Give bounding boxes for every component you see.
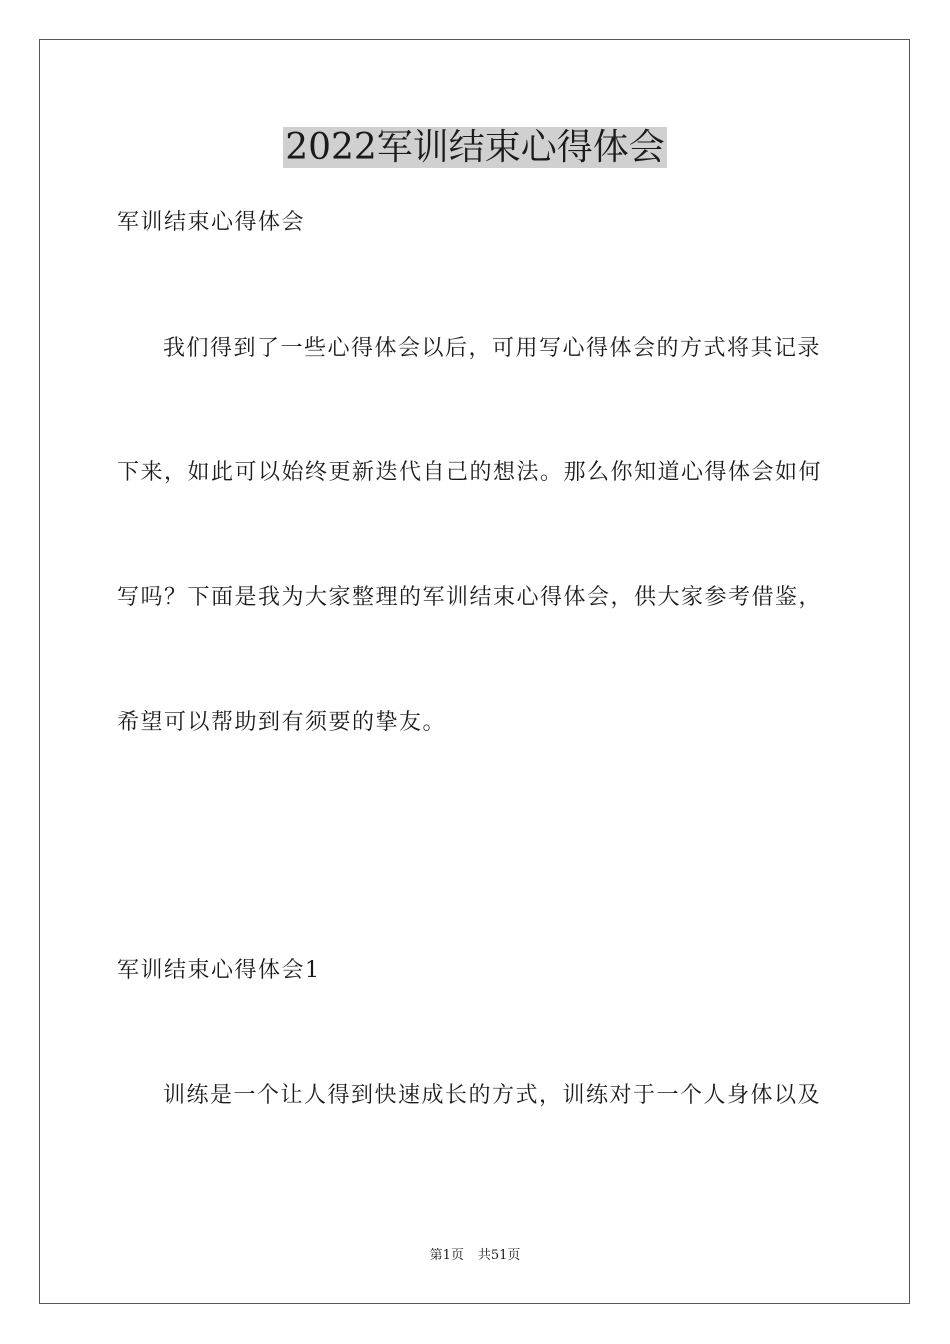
document-title (0, 124, 950, 172)
section-heading: 军训结束心得体会1 (117, 958, 321, 983)
paragraph-line: 训练是一个让人得到快速成长的方式，训练对于一个人身体以及 (163, 1083, 822, 1108)
paragraph-line: 下来，如此可以始终更新迭代自己的想法。那么你知道心得体会如何 (117, 460, 823, 485)
paragraph-line: 希望可以帮助到有须要的挚友。 (117, 710, 447, 735)
paragraph-line: 我们得到了一些心得体会以后，可用写心得体会的方式将其记录 (163, 336, 822, 361)
total-pages: 共51页 (477, 1248, 521, 1263)
page-footer (0, 1247, 950, 1265)
page-number: 第1页 (429, 1248, 464, 1263)
document-subtitle: 军训结束心得体会 (117, 210, 306, 235)
paragraph-line: 写吗？下面是我为大家整理的军训结束心得体会，供大家参考借鉴， (117, 585, 823, 610)
document-title-text: 2022军训结束心得体会 (285, 127, 665, 168)
